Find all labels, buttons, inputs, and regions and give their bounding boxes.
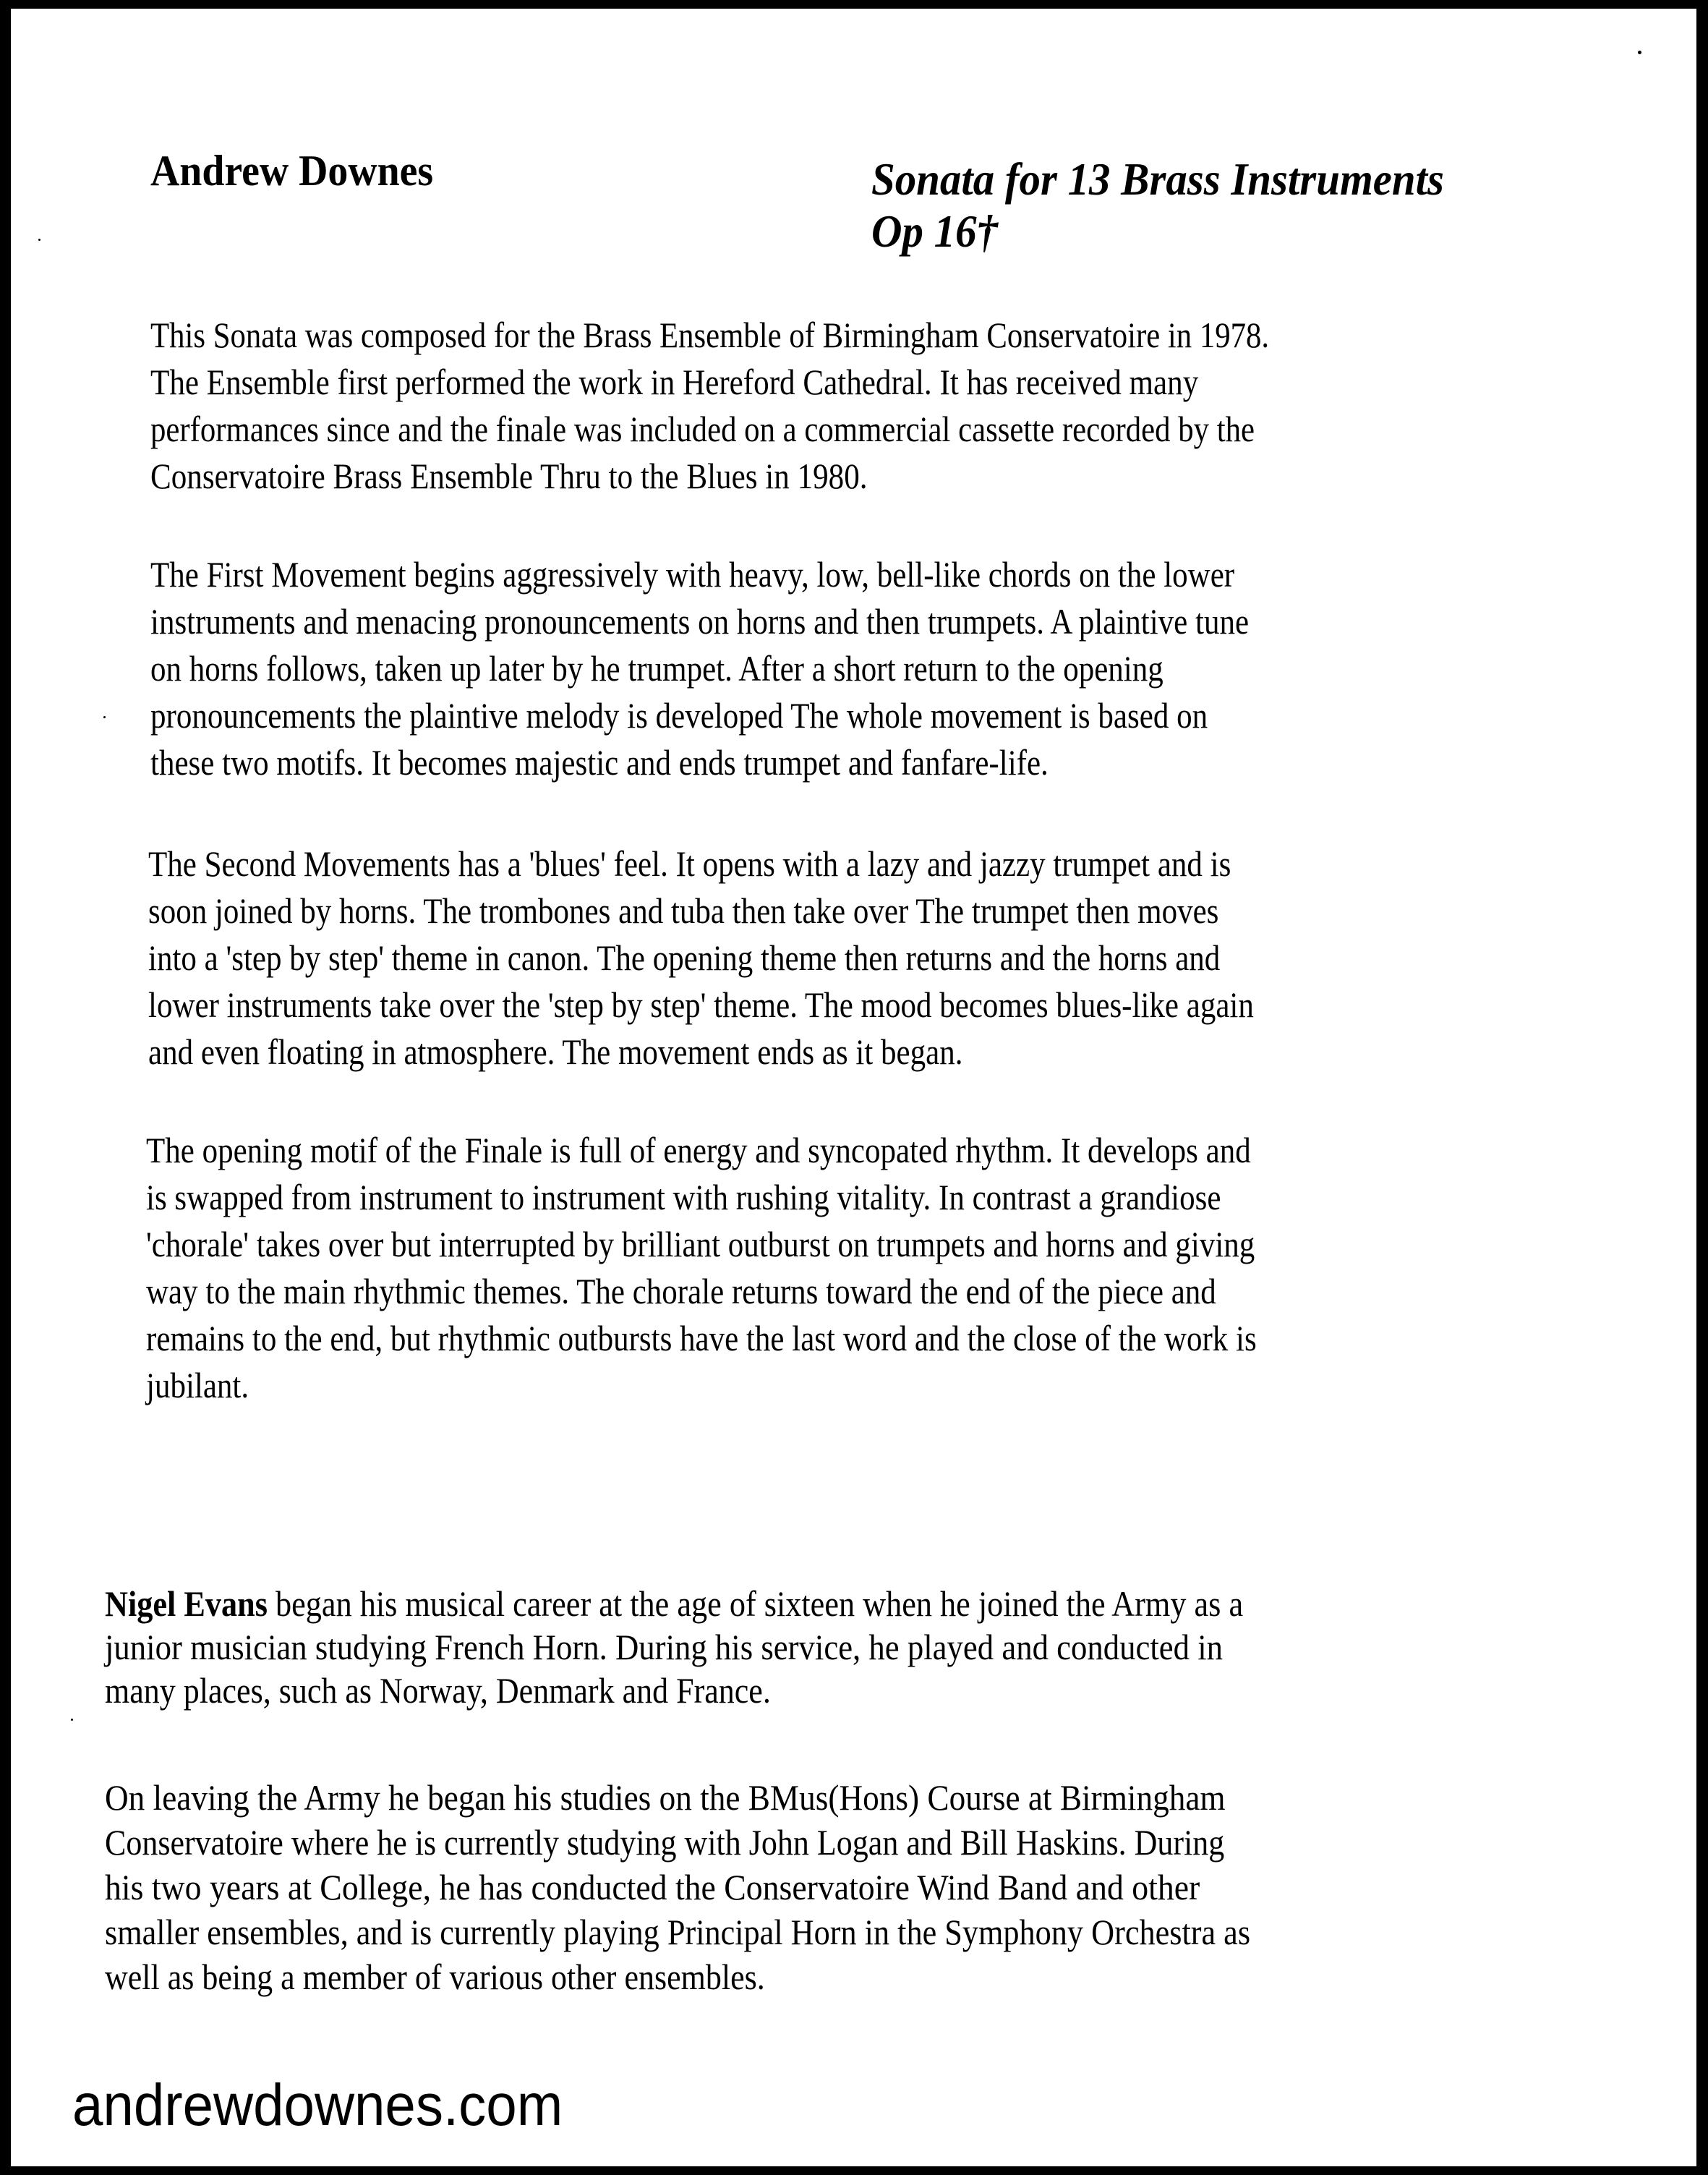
text-line: is swapped from instrument to instrument with rushing vitality. In contrast a grandiose [146,1177,1221,1217]
text-line [105,1583,1244,1624]
text-line: remains to the end, but rhythmic outbursts have the last word and the close of the work is [146,1318,1257,1358]
text-line: these two motifs. It becomes majestic and ends trumpet and fanfare-life. [150,742,1049,783]
scan-speck [1638,51,1641,54]
text-line: into a 'step by step' theme in canon. The opening theme then returns and the horns and [148,937,1221,978]
text-line: instruments and menacing pronouncements on horns and then trumpets. A plaintive tune [150,601,1250,642]
work-title [871,153,1444,257]
biography-name: Nigel Evans [105,1583,268,1624]
text-line: Conservatoire where he is currently studying with John Logan and Bill Haskins. During [105,1822,1225,1863]
text-line: The opening motif of the Finale is full of energy and syncopated rhythm. It develops and [146,1130,1251,1170]
scan-speck [38,239,40,241]
text-line: Conservatoire Brass Ensemble Thru to the Blues in 1980. [150,456,868,496]
text-line: smaller ensembles, and is currently playing Principal Horn in the Symphony Orchestra as [105,1912,1251,1952]
scan-speck [103,716,106,718]
text-line: many places, such as Norway, Denmark and France. [105,1670,771,1711]
work-title-line-1: Sonata for 13 Brass Instruments [871,153,1444,205]
text-line: The Ensemble first performed the work in Hereford Cathedral. It has received many [150,362,1199,402]
text-line: way to the main rhythmic themes. The chorale returns toward the end of the piece and [146,1271,1216,1311]
work-title-line-2: Op 16† [871,205,999,257]
website-footer: andrewdownes.com [72,2072,563,2138]
text-line: well as being a member of various other ensembles. [105,1957,765,1997]
scan-speck [71,1719,73,1721]
text-line: 'chorale' takes over but interrupted by brilliant outburst on trumpets and horns and giving [146,1224,1255,1264]
text-line: and even floating in atmosphere. The movement ends as it began. [148,1031,963,1072]
text-line: on horns follows, taken up later by he trumpet. After a short return to the opening [150,648,1163,689]
text-line: junior musician studying French Horn. During his service, he played and conducted in [105,1627,1224,1667]
text-line: The First Movement begins aggressively with heavy, low, bell-like chords on the lower [150,554,1235,595]
document-page [11,9,1696,2166]
text-line: soon joined by horns. The trombones and tuba then take over The trumpet then moves [148,890,1219,931]
text-span: began his musical career at the age of sixteen when he joined the Army as a [267,1583,1244,1624]
text-line: performances since and the finale was included on a commercial cassette recorded by the [150,409,1255,449]
text-line: pronouncements the plaintive melody is developed The whole movement is based on [150,695,1208,736]
text-line: lower instruments take over the 'step by step' theme. The mood becomes blues-like again [148,984,1254,1025]
composer-name: Andrew Downes [150,147,434,195]
text-line: On leaving the Army he began his studies on the BMus(Hons) Course at Birmingham [105,1777,1226,1818]
text-line: This Sonata was composed for the Brass Ensemble of Birmingham Conservatoire in 1978. [150,315,1270,355]
text-line: The Second Movements has a 'blues' feel. It opens with a lazy and jazzy trumpet and is [148,843,1231,884]
text-line: jubilant. [146,1365,249,1405]
text-line: his two years at College, he has conducted the Conservatoire Wind Band and other [105,1867,1200,1907]
